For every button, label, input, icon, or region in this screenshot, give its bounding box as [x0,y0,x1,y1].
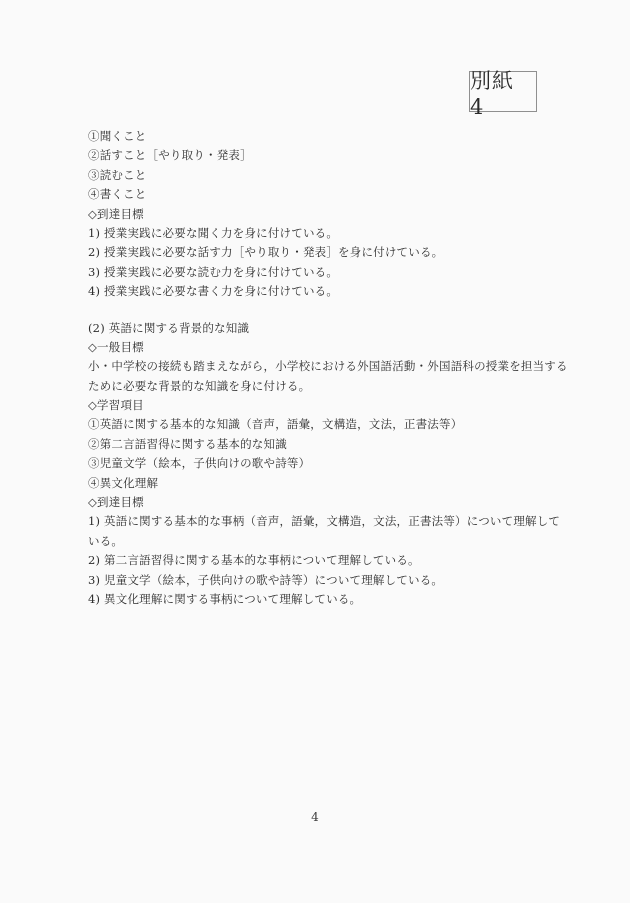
document-line: ④書くこと [88,187,147,202]
document-line: 4) 授業実践に必要な書く力を身に付けている。 [88,284,339,299]
document-body [88,127,568,609]
document-line: 3) 児童文学（絵本，子供向けの歌や詩等）について理解している。 [88,572,444,587]
document-line: ◇学習項目 [88,398,144,413]
document-line: ③児童文学（絵本，子供向けの歌や詩等） [88,456,311,471]
document-line: 2) 第二言語習得に関する基本的な事柄について理解している。 [88,553,420,568]
attachment-label-box [469,68,537,119]
page-number: 4 [311,810,319,824]
document-line: (2) 英語に関する背景的な知識 [88,320,250,335]
document-line: 1) 英語に関する基本的な事柄（音声，語彙，文構造，文法，正書法等）について理解して [88,514,561,529]
document-line: いる。 [88,533,124,548]
document-line: 小・中学校の接続も踏まえながら，小学校における外国語活動・外国語科の授業を担当する [88,359,568,374]
document-line: 4) 異文化理解に関する事柄について理解している。 [88,591,362,606]
paragraph-gap [88,302,558,319]
document-line: 1) 授業実践に必要な聞く力を身に付けている。 [88,225,339,240]
document-line: ◇到達目標 [88,206,144,221]
document-line: ①英語に関する基本的な知識（音声，語彙，文構造，文法，正書法等） [88,417,463,432]
document-line: 2) 授業実践に必要な話す力［やり取り・発表］を身に付けている。 [88,245,444,260]
document-line: 3) 授業実践に必要な読む力を身に付けている。 [88,264,339,279]
document-line: ①聞くこと [88,129,147,143]
document-line: ②第二言語習得に関する基本的な知識 [88,436,287,451]
document-line: ④異文化理解 [88,475,159,490]
document-line: ◇一般目標 [88,339,144,354]
document-line: ②話すこと［やり取り・発表］ [88,148,252,163]
document-line: ◇到達目標 [88,495,144,510]
document-line: ために必要な背景的な知識を身に付ける。 [88,378,311,393]
document-line: ③読むこと [88,167,147,182]
attachment-label: 別紙 4 [470,68,514,119]
